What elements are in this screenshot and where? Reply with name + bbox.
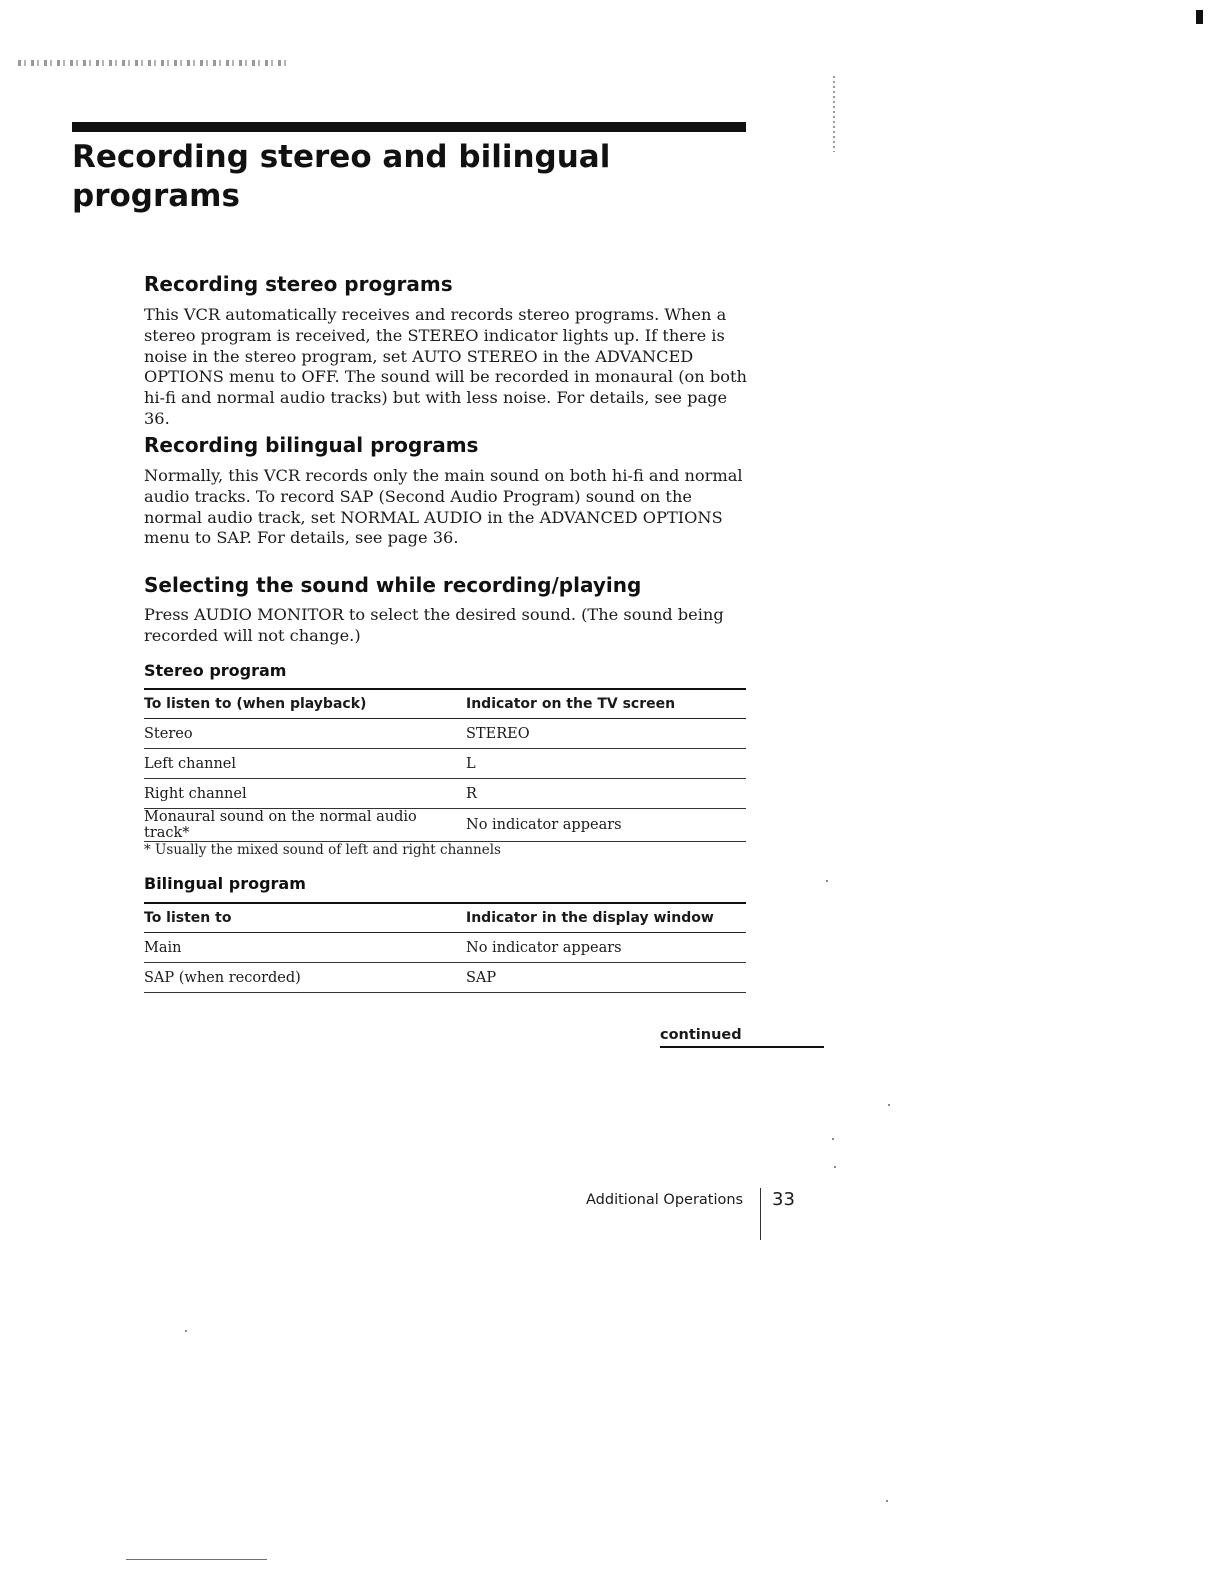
scan-dot	[832, 1138, 834, 1140]
scan-speckle	[18, 60, 288, 66]
scan-dot	[888, 1104, 890, 1106]
table-row	[144, 809, 746, 842]
bilingual-table-caption: Bilingual program	[144, 874, 306, 893]
table-cell: L	[466, 749, 746, 779]
continued-label: continued	[660, 1027, 824, 1048]
table-cell: SAP (when recorded)	[144, 963, 466, 993]
section-heading-bilingual: Recording bilingual programs	[144, 433, 479, 457]
table-row	[144, 779, 746, 809]
table-cell: No indicator appears	[466, 933, 746, 963]
stereo-table-caption: Stereo program	[144, 661, 287, 680]
table-footnote: * Usually the mixed sound of left and right channels	[144, 842, 501, 858]
section-text-selecting: Press AUDIO MONITOR to select the desired sound. (The sound being recorded will not change.)	[144, 605, 724, 645]
bilingual-table	[144, 902, 746, 993]
table-cell: Left channel	[144, 749, 466, 779]
table-cell: STEREO	[466, 719, 746, 749]
footer-section-name: Additional Operations	[586, 1192, 744, 1208]
title-rule	[72, 122, 746, 132]
scan-dot	[185, 1330, 187, 1332]
table-cell: Main	[144, 933, 466, 963]
scan-dot	[826, 880, 828, 882]
page-title: Recording stereo and bilingual programs	[72, 139, 611, 214]
scan-dot	[886, 1500, 888, 1502]
footer-divider	[760, 1188, 761, 1240]
column-header: To listen to	[144, 903, 466, 933]
corner-mark	[1196, 10, 1203, 24]
page-number: 33	[772, 1189, 795, 1210]
section-text-bilingual: Normally, this VCR records only the main sound on both hi-fi and normal audio tracks. To record SAP (Second Audio Program) sound on the normal audio track, set NORMAL AUDIO in the ADVANCED OPTIONS menu to SAP. For details, see page 36.	[144, 466, 743, 548]
table-cell: Monaural sound on the normal audio track*	[144, 809, 466, 842]
table-row	[144, 749, 746, 779]
table-cell: Right channel	[144, 779, 466, 809]
scan-dots	[833, 76, 835, 152]
table-cell: Stereo	[144, 719, 466, 749]
table-header-row	[144, 903, 746, 933]
table-cell: R	[466, 779, 746, 809]
section-text-stereo: This VCR automatically receives and records stereo programs. When a stereo program is received, the STEREO indicator lights up. If there is noise in the stereo program, set AUTO STEREO in the ADVANCED OPTIONS menu to OFF. The sound will be recorded in monaural (on both hi-fi and normal audio tracks) but with less noise. For details, see page 36.	[144, 305, 747, 428]
column-header: To listen to (when playback)	[144, 689, 466, 719]
table-row	[144, 963, 746, 993]
table-row	[144, 933, 746, 963]
table-row	[144, 719, 746, 749]
column-header: Indicator on the TV screen	[466, 689, 746, 719]
section-heading-stereo: Recording stereo programs	[144, 272, 453, 296]
section-heading-selecting: Selecting the sound while recording/playing	[144, 573, 642, 597]
table-header-row	[144, 689, 746, 719]
bottom-rule	[126, 1559, 267, 1560]
table-cell: No indicator appears	[466, 809, 746, 842]
table-cell: SAP	[466, 963, 746, 993]
stereo-table	[144, 688, 746, 842]
scan-dot	[834, 1166, 836, 1168]
column-header: Indicator in the display window	[466, 903, 746, 933]
